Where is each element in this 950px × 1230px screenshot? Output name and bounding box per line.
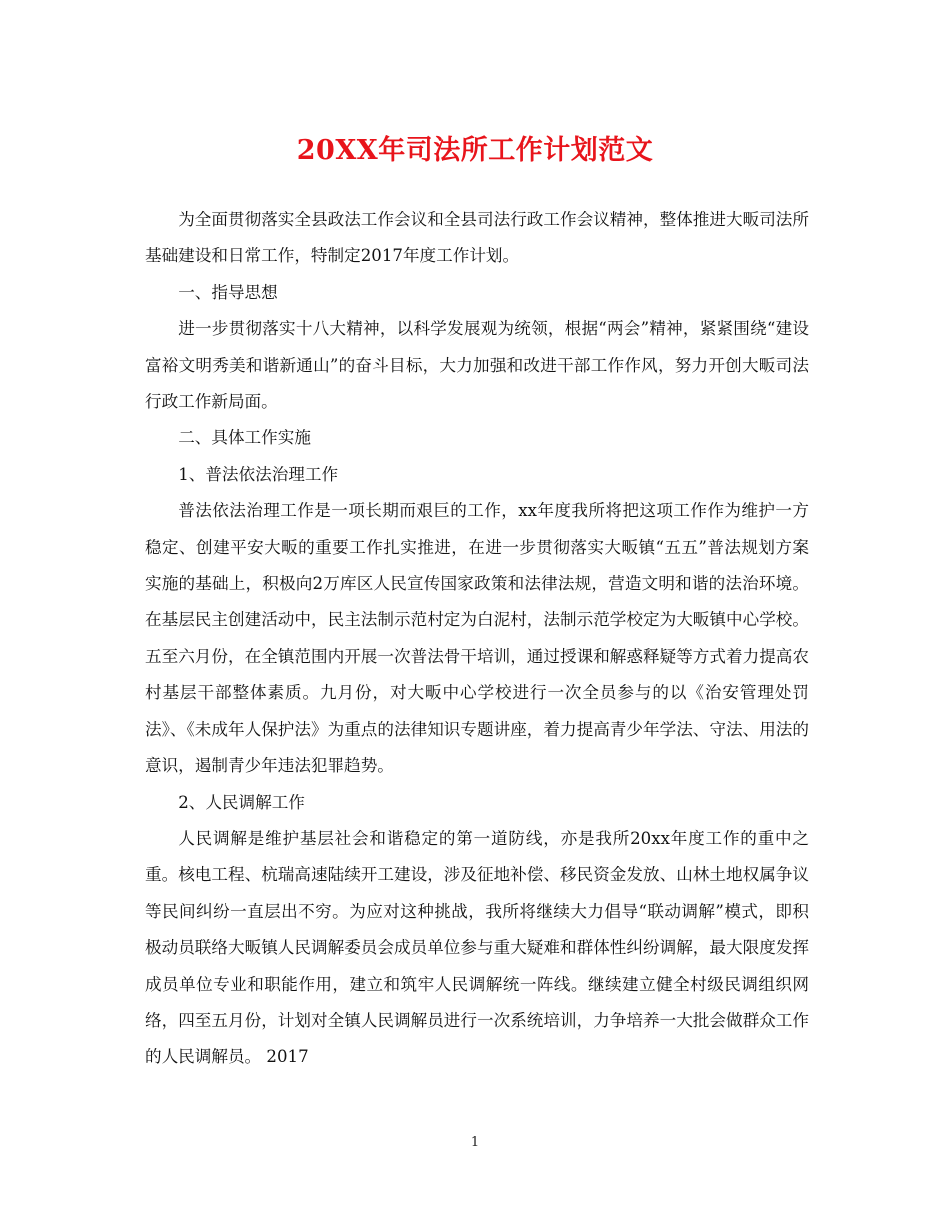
mediation-paragraph: 人民调解是维护基层社会和谐稳定的第一道防线，亦是我所20xx年度工作的重中之重。核电工程、杭瑞高速陆续开工建设，涉及征地补偿、移民资金发放、山林土地权属争议等民间纠纷一直层出不穷。为应对这种挑战，我所将继续大力倡导“联动调解”模式，即积极动员联络大畈镇人民调解委员会成员单位参与重大疑难和群体性纠纷调解，最大限度发挥成员单位专业和职能作用，建立和筑牢人民调解统一阵线。继续建立健全村级民调组织网络，四至五月份，计划对全镇人民调解员进行一次系统培训，力争培养一大批会做群众工作的人民调解员。 2017 [145, 828, 809, 1067]
intro-paragraph: 为全面贯彻落实全县政法工作会议和全县司法行政工作会议精神，整体推进大畈司法所基础建设和日常工作，特制定2017年度工作计划。 [145, 210, 809, 266]
guiding-ideology-paragraph: 进一步贯彻落实十八大精神，以科学发展观为统领，根据“两会”精神，紧紧围绕“建设富裕文明秀美和谐新通山”的奋斗目标，大力加强和改进干部工作作风，努力开创大畈司法行政工作新局面。 [145, 319, 809, 412]
document-body [145, 202, 809, 1076]
section-heading-guiding-ideology: 一、指导思想 [178, 282, 278, 302]
subheading-mediation: 2、人民调解工作 [178, 792, 305, 812]
section-heading-implementation: 二、具体工作实施 [178, 428, 311, 448]
document-title: 20XX年司法所工作计划范文 [296, 135, 654, 166]
page-number: 1 [470, 1135, 480, 1150]
legal-education-paragraph: 普法依法治理工作是一项长期而艰巨的工作，xx年度我所将把这项工作作为维护一方稳定、创建平安大畈的重要工作扎实推进，在进一步贯彻落实大畈镇“五五”普法规划方案实施的基础上，积极向2万库区人民宣传国家政策和法律法规，营造文明和谐的法治环境。在基层民主创建活动中，民主法制示范村定为白泥村，法制示范学校定为大畈镇中心学校。五至六月份，在全镇范围内开展一次普法骨干培训，通过授课和解惑释疑等方式着力提高农村基层干部整体素质。九月份，对大畈中心学校进行一次全员参与的以《治安管理处罚法》、《未成年人保护法》为重点的法律知识专题讲座，着力提高青少年学法、守法、用法的意识，遏制青少年违法犯罪趋势。 [145, 501, 809, 776]
subheading-legal-education: 1、普法依法治理工作 [178, 464, 339, 484]
